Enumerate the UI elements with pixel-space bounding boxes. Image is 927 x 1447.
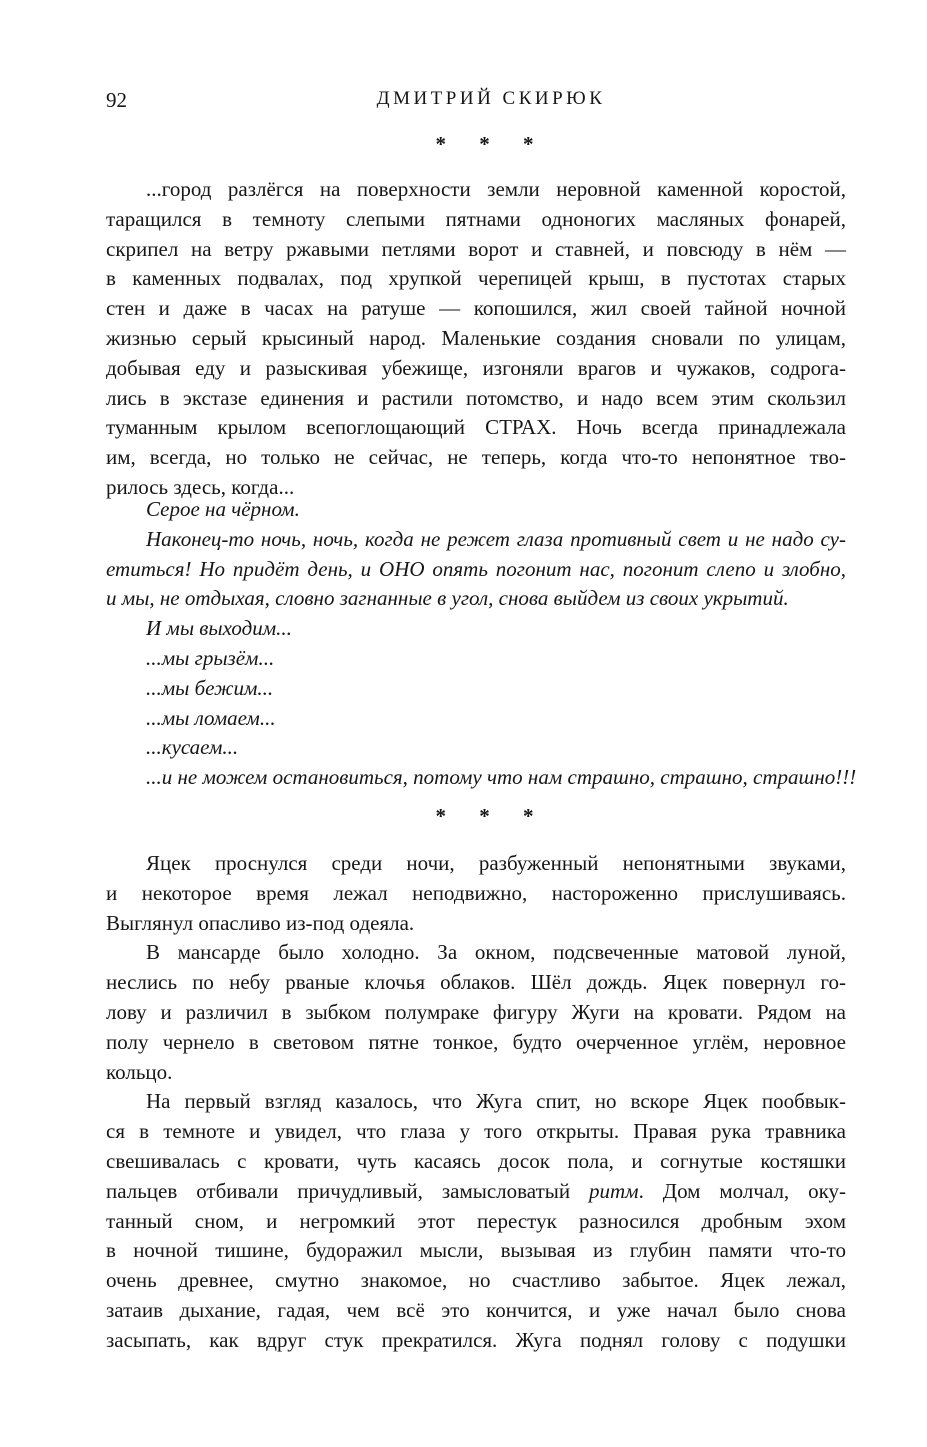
text-line: Выглянул опасливо из-под одеяла. [106, 910, 415, 935]
text-line: ...мы грызём... [146, 645, 275, 670]
running-head: ДМИТРИЙ СКИРЮК [376, 88, 606, 109]
section-1-text [106, 175, 846, 503]
italic-paragraph [106, 495, 846, 525]
text-line: ся в темноте и увидел, что глаза у того открыты. Правая рука травника [106, 1119, 846, 1144]
text-line: ...мы ломаем... [146, 705, 276, 730]
italic-paragraph [106, 704, 846, 734]
text-line: ...и не можем остановиться, потому что нам страшно, страшно, страшно!!! [146, 765, 857, 790]
paragraph [106, 938, 846, 1087]
text-line: свешивалась с кровати, чуть касаясь досок пола, и согнутые костяшки [106, 1148, 846, 1173]
section-separator: * * * [435, 132, 548, 156]
text-line: и некоторое время лежал неподвижно, настороженно прислушиваясь. [106, 880, 846, 905]
text-line: В мансарде было холодно. За окном, подсвеченные матовой луной, [146, 940, 846, 965]
text-line: кольцо. [106, 1059, 173, 1084]
italic-paragraph [106, 763, 857, 793]
italic-paragraph [106, 525, 846, 614]
text-line: неслись по небу рваные клочья облаков. Шёл дождь. Яцек повернул го- [106, 970, 846, 995]
paragraph [106, 1087, 846, 1355]
text-line: туманным крылом всепоглощающий СТРАХ. Ночь всегда принадлежала [106, 415, 846, 440]
italic-paragraph [106, 644, 846, 674]
italic-paragraph [106, 674, 846, 704]
text-line: етиться! Но придёт день, и ОНО опять погонит нас, погонит слепо и злобно, [106, 556, 846, 581]
section-2-text [106, 849, 846, 1356]
text-line: рилось здесь, когда... [106, 474, 295, 499]
text-line: лись в экстазе единения и растили потомство, и надо всем этим скользил [106, 385, 846, 410]
text-line: ...кусаем... [146, 735, 239, 760]
italic-passage [106, 495, 857, 793]
italic-paragraph [106, 733, 846, 763]
text-line: Наконец-то ночь, ночь, когда не режет глаза противный свет и не надо су- [146, 526, 846, 551]
text-line: полу чернело в световом пятне тонкое, будто очерченное углём, неровное [106, 1029, 846, 1054]
text-line: ...город разлёгся на поверхности земли неровной каменной коростой, [146, 177, 846, 201]
text-line: очень древнее, смутно знакомое, но счастливо забытое. Яцек лежал, [106, 1268, 846, 1293]
text-line: и мы, не отдыхая, словно загнанные в угол, снова выйдем из своих укрытий. [106, 586, 789, 611]
italic-paragraph [106, 614, 846, 644]
text-line: скрипел на ветру ржавыми петлями ворот и ставней, и повсюду в нём — [106, 236, 846, 261]
text-line: таращился в темноту слепыми пятнами одноногих масляных фонарей, [106, 206, 846, 231]
text-line: стен и даже в часах на ратуше — копошился, жил своей тайной ночной [106, 296, 846, 321]
paragraph [106, 175, 846, 503]
text-line: Яцек проснулся среди ночи, разбуженный непонятными звуками, [146, 851, 846, 875]
text-line: в ночной тишине, будоражил мысли, вызывая из глубин памяти что-то [106, 1238, 846, 1263]
page-header [106, 82, 846, 122]
paragraph [106, 849, 846, 938]
text-line-with-emphasis [106, 1177, 846, 1207]
section-separator: * * * [435, 804, 548, 828]
text-line: жизнью серый крысиный народ. Маленькие создания сновали по улицам, [106, 325, 846, 350]
text-line: им, всегда, но только не сейчас, не теперь, когда что-то непонятное тво- [106, 445, 846, 470]
text-line: И мы выходим... [146, 616, 292, 641]
text-line: танный сном, и негромкий этот перестук разносился дробным эхом [106, 1208, 846, 1233]
text-line: Серое на чёрном. [146, 497, 300, 521]
text-line: На первый взгляд казалось, что Жуга спит, но вскоре Яцек пообвык- [146, 1089, 846, 1114]
emphasized-word: ритм [589, 1178, 639, 1203]
text-segment: пальцев отбивали причудливый, замысловатый [106, 1178, 590, 1203]
text-line: добывая еду и разыскивая убежище, изгоняли врагов и чужаков, содрога- [106, 355, 846, 380]
text-line: затаив дыхание, гадая, чем всё это кончится, и уже начал было снова [106, 1297, 846, 1322]
text-line: ...мы бежим... [146, 675, 274, 700]
page-number: 92 [106, 88, 127, 112]
text-line: лову и различил в зыбком полумраке фигуру Жуги на кровати. Рядом на [106, 999, 846, 1024]
text-segment: . Дом молчал, оку- [638, 1178, 846, 1203]
text-line: в каменных подвалах, под хрупкой черепицей крыш, в пустотах старых [106, 266, 846, 291]
text-line: засыпать, как вдруг стук прекратился. Жуга поднял голову с подушки [106, 1327, 846, 1352]
